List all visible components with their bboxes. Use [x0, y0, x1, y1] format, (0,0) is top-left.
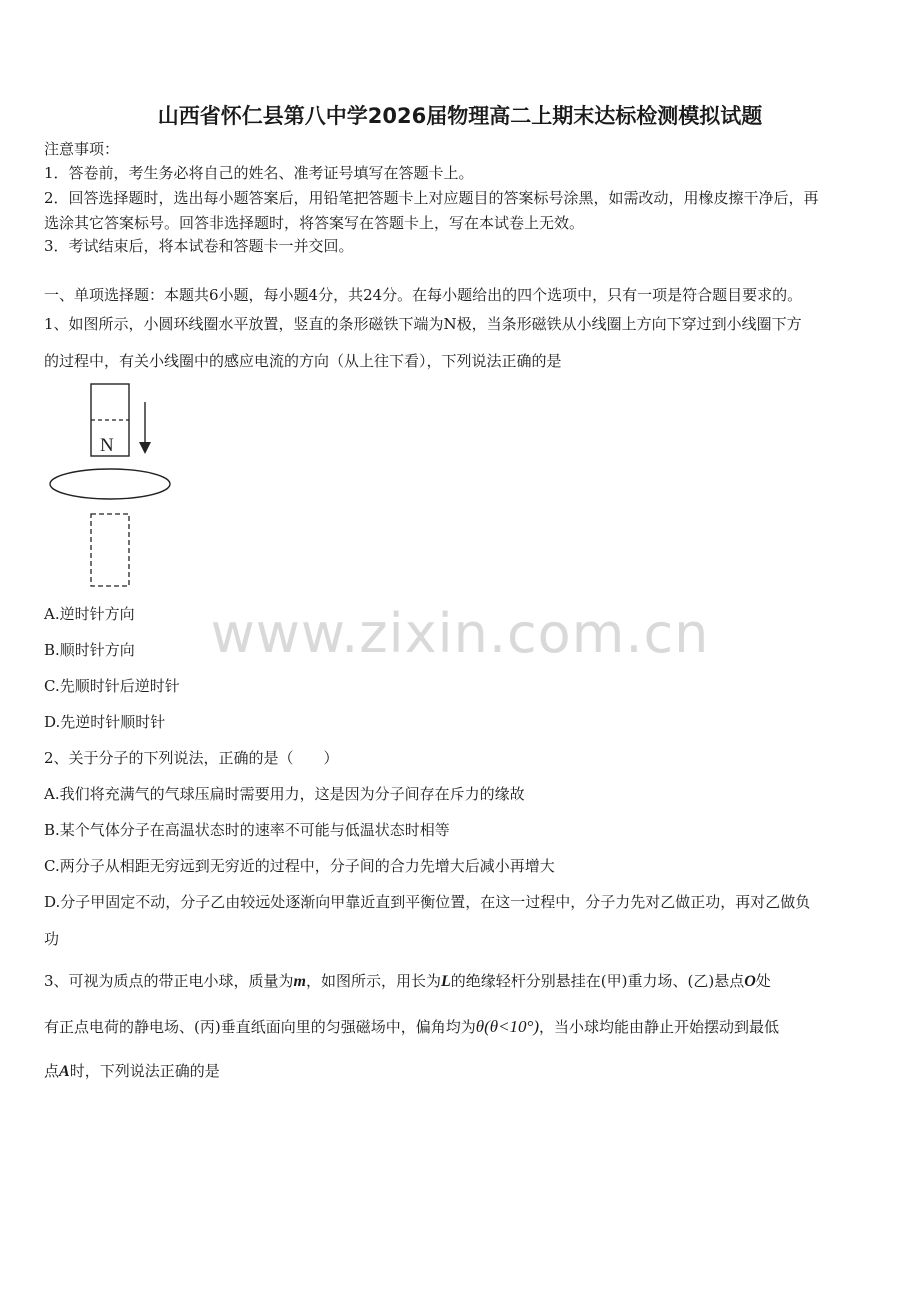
q3-text: 有正点电荷的静电场、(丙)垂直纸面向里的匀强磁场中，偏角均为 [44, 1018, 476, 1036]
q2-option-b: B.某个气体分子在高温状态时的速率不可能与低温状态时相等 [44, 821, 450, 839]
q2-option-c: C.两分子从相距无穷远到无穷近的过程中，分子间的合力先增大后减小再增大 [44, 857, 555, 875]
magnet-coil-figure [44, 378, 184, 592]
q3-text: 时，下列说法正确的是 [69, 1062, 220, 1080]
q2-option-a: A.我们将充满气的气球压扁时需要用力，这是因为分子间存在斥力的缘故 [44, 785, 525, 803]
question-3-stem-line3 [44, 1060, 220, 1081]
note-item: 选涂其它答案标号。回答非选择题时，将答案写在答题卡上，写在本试卷上无效。 [44, 214, 585, 232]
page-title: 山西省怀仁县第八中学2026届物理高二上期末达标检测模拟试题 [157, 104, 763, 128]
q2-option-d-cont: 功 [44, 930, 60, 948]
angle-formula: θ(θ<10°) [475, 1017, 540, 1036]
question-3-stem-line2 [44, 1016, 779, 1037]
q2-option-d: D.分子甲固定不动，分子乙由较远处逐渐向甲靠近直到平衡位置，在这一过程中，分子力先对乙做正功，再对乙做负 [44, 893, 811, 911]
question-1-stem: 1、如图所示，小圆环线圈水平放置，竖直的条形磁铁下端为N极，当条形磁铁从小线圈上方向下穿过到小线圈下方 [44, 315, 802, 333]
question-2-stem: 2、关于分子的下列说法，正确的是（ ） [44, 749, 339, 767]
note-item: 1．答卷前，考生务必将自己的姓名、准考证号填写在答题卡上。 [44, 164, 474, 182]
q3-text: ，当小球均能由静止开始摆动到最低 [539, 1018, 780, 1036]
var-o: O [744, 973, 756, 990]
var-a: A [59, 1063, 70, 1080]
q1-option-d: D.先逆时针顺时针 [44, 713, 166, 731]
q3-text: 3、可视为质点的带正电小球，质量为 [44, 972, 294, 990]
question-1-stem-cont: 的过程中，有关小线圈中的感应电流的方向（从上往下看），下列说法正确的是 [44, 352, 562, 370]
q1-option-b: B.顺时针方向 [44, 641, 135, 659]
q1-option-c: C.先顺时针后逆时针 [44, 677, 180, 695]
notes-heading: 注意事项： [44, 140, 120, 158]
note-item: 2．回答选择题时，选出每小题答案后，用铅笔把答题卡上对应题目的答案标号涂黑，如需改动，用橡皮擦干净后，再 [44, 189, 819, 207]
var-l: L [441, 973, 451, 990]
q3-text: ，如图所示，用长为 [306, 972, 442, 990]
q1-option-a: A.逆时针方向 [44, 605, 135, 623]
section-heading: 一、单项选择题：本题共6小题，每小题4分，共24分。在每小题给出的四个选项中，只有一项是符合题目要求的。 [44, 286, 803, 304]
magnet-n-label: N [100, 435, 114, 456]
var-m: m [293, 973, 306, 990]
q3-text: 处 [755, 972, 771, 990]
note-item: 3．考试结束后，将本试卷和答题卡一并交回。 [44, 237, 354, 255]
watermark: www.zixin.com.cn [210, 602, 710, 665]
q3-text: 点 [44, 1062, 60, 1080]
magnet-lower-dashed [91, 514, 129, 586]
q3-text: 的绝缘轻杆分别悬挂在(甲)重力场、(乙)悬点 [450, 972, 745, 990]
down-arrow-icon [139, 442, 151, 454]
question-3-stem-line1 [44, 970, 771, 991]
coil-ring [50, 469, 170, 499]
